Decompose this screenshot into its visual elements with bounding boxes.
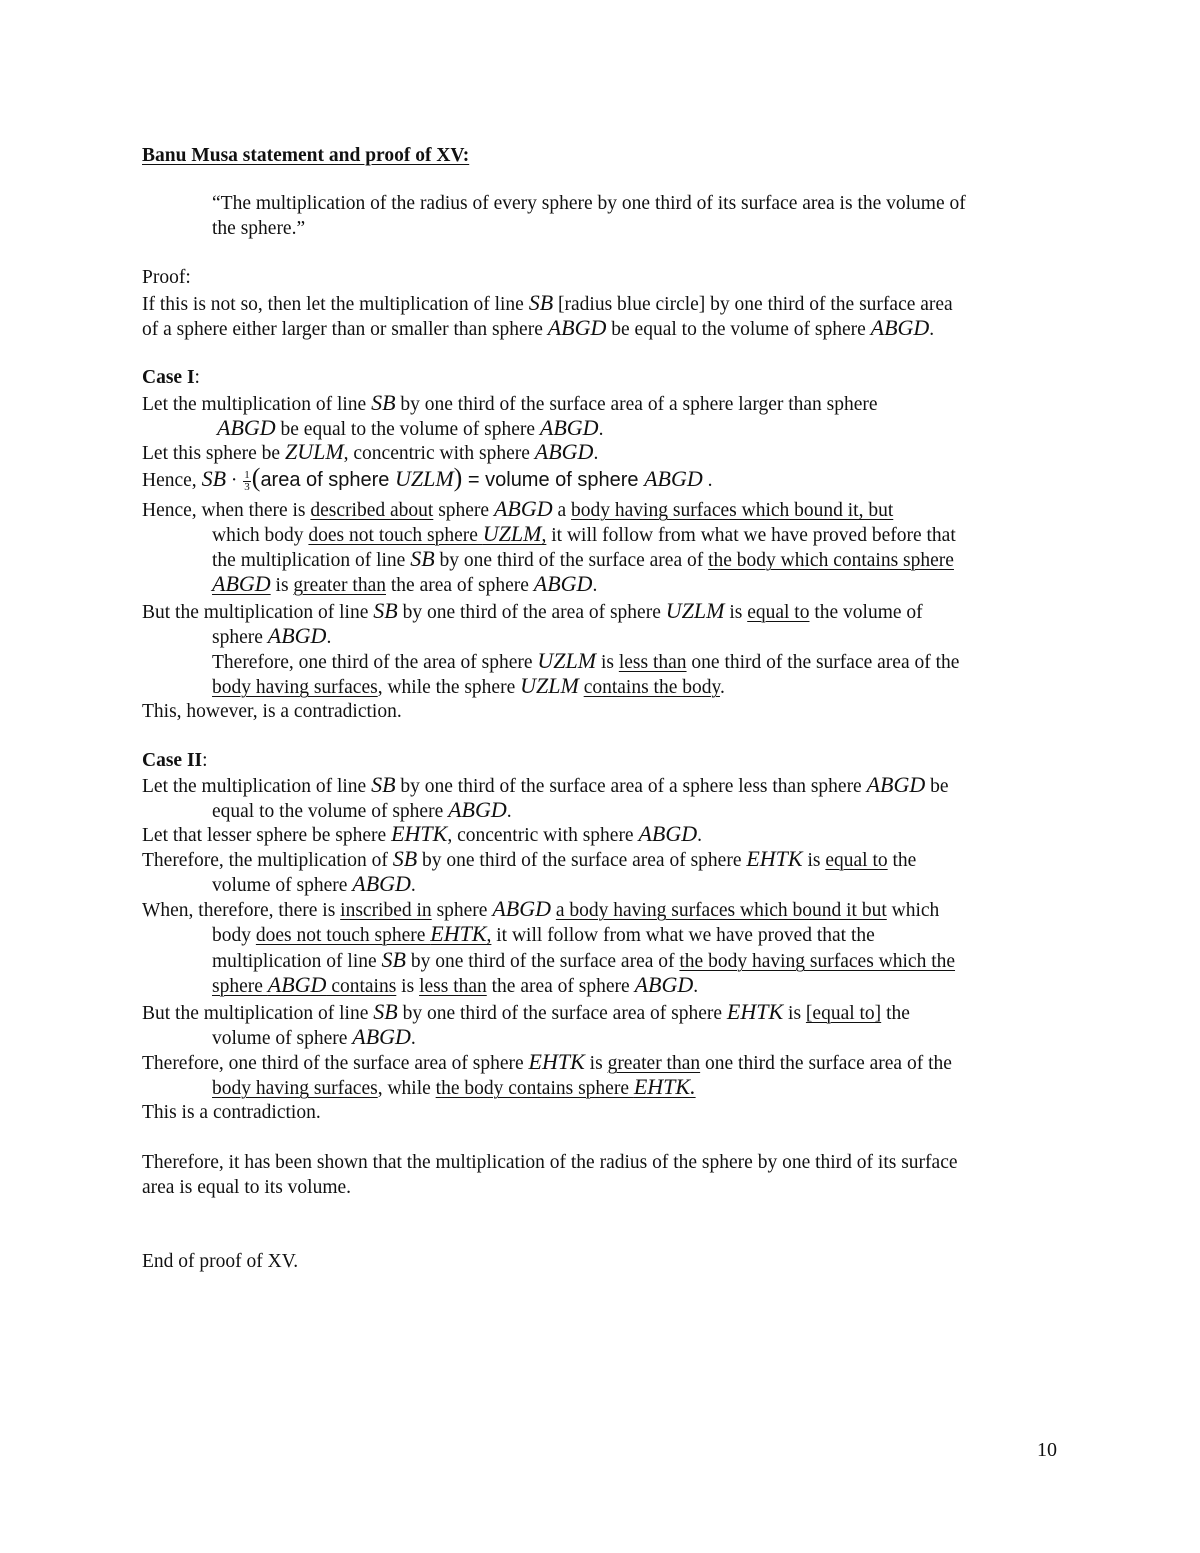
case-1-line-13: This, however, is a contradiction.	[142, 701, 402, 722]
case-1-line-11: Therefore, one third of the area of sphere UZLM is less than one third of the surface area of the	[212, 648, 960, 673]
end-of-proof: End of proof of XV.	[142, 1251, 299, 1272]
case-2-line-6: When, therefore, there is inscribed in sphere ABGD a body having surfaces which bound it but which	[142, 896, 940, 921]
case-2-line-13: body having surfaces, while the body contains sphere EHTK.	[212, 1074, 696, 1099]
conclusion-line-1: Therefore, it has been shown that the multiplication of the radius of the sphere by one third of its surface	[142, 1152, 958, 1173]
case-2-heading: Case II:	[142, 750, 208, 771]
statement-quote-line-2: the sphere.”	[212, 218, 306, 239]
one-third-fraction: $\frac{1}{3}$	[244, 469, 250, 494]
case-1-line-12: body having surfaces, while the sphere UZLM contains the body.	[212, 673, 725, 698]
conclusion-line-2: area is equal to its volume.	[142, 1177, 352, 1198]
case-2-line-5: volume of sphere ABGD.	[212, 871, 416, 896]
case-1-line-10: sphere ABGD.	[212, 623, 332, 648]
case-1-line-7: the multiplication of line SB by one third of the surface area of the body which contains sphere	[212, 546, 954, 571]
case-2-line-4: Therefore, the multiplication of SB by one third of the surface area of sphere EHTK is equal to the	[142, 846, 917, 871]
case-2-line-8: multiplication of line SB by one third of the surface area of the body having surfaces which the	[212, 947, 956, 972]
statement-quote-line-1: “The multiplication of the radius of every sphere by one third of its surface area is the volume of	[212, 193, 966, 214]
case-1-equation: Hence, SB · $\frac{1}{3}$ (area of sphere UZLM) = volume of sphere ABGD .	[142, 463, 713, 494]
case-1-line-5: Hence, when there is described about sphere ABGD a body having surfaces which bound it, but	[142, 496, 894, 521]
proof-line-1: If this is not so, then let the multiplication of line SB [radius blue circle] by one third of the surface area	[142, 290, 953, 315]
case-1-line-3: Let this sphere be ZULM, concentric with sphere ABGD.	[142, 439, 599, 464]
case-1-line-9: But the multiplication of line SB by one third of the area of sphere UZLM is equal to the volume of	[142, 598, 923, 623]
case-2-line-3: Let that lesser sphere be sphere EHTK, concentric with sphere ABGD.	[142, 821, 702, 846]
case-2-line-14: This is a contradiction.	[142, 1102, 321, 1123]
case-1-line-1: Let the multiplication of line SB by one third of the surface area of a sphere larger than sphere	[142, 390, 878, 415]
case-2-line-1: Let the multiplication of line SB by one third of the surface area of a sphere less than sphere ABGD be	[142, 772, 949, 797]
case-2-line-2: equal to the volume of sphere ABGD.	[212, 797, 512, 822]
case-1-line-2: ABGD be equal to the volume of sphere ABGD.	[217, 415, 604, 440]
proof-label: Proof:	[142, 267, 191, 288]
case-2-line-10: But the multiplication of line SB by one third of the surface area of sphere EHTK is [equal to] the	[142, 999, 910, 1024]
case-1-heading: Case I:	[142, 367, 200, 388]
case-1-line-6: which body does not touch sphere UZLM, it will follow from what we have proved before that	[212, 521, 956, 546]
case-1-line-8: ABGD is greater than the area of sphere ABGD.	[212, 571, 598, 596]
case-2-line-11: volume of sphere ABGD.	[212, 1024, 416, 1049]
section-heading: Banu Musa statement and proof of XV:	[142, 145, 470, 166]
page-number: 10	[1037, 1439, 1057, 1461]
case-2-line-9: sphere ABGD contains is less than the area of sphere ABGD.	[212, 972, 699, 997]
case-2-line-12: Therefore, one third of the surface area of sphere EHTK is greater than one third the surface area of the	[142, 1049, 952, 1074]
case-2-line-7: body does not touch sphere EHTK, it will follow from what we have proved that the	[212, 921, 875, 946]
proof-line-2: of a sphere either larger than or smaller than sphere ABGD be equal to the volume of sphere ABGD.	[142, 315, 935, 340]
